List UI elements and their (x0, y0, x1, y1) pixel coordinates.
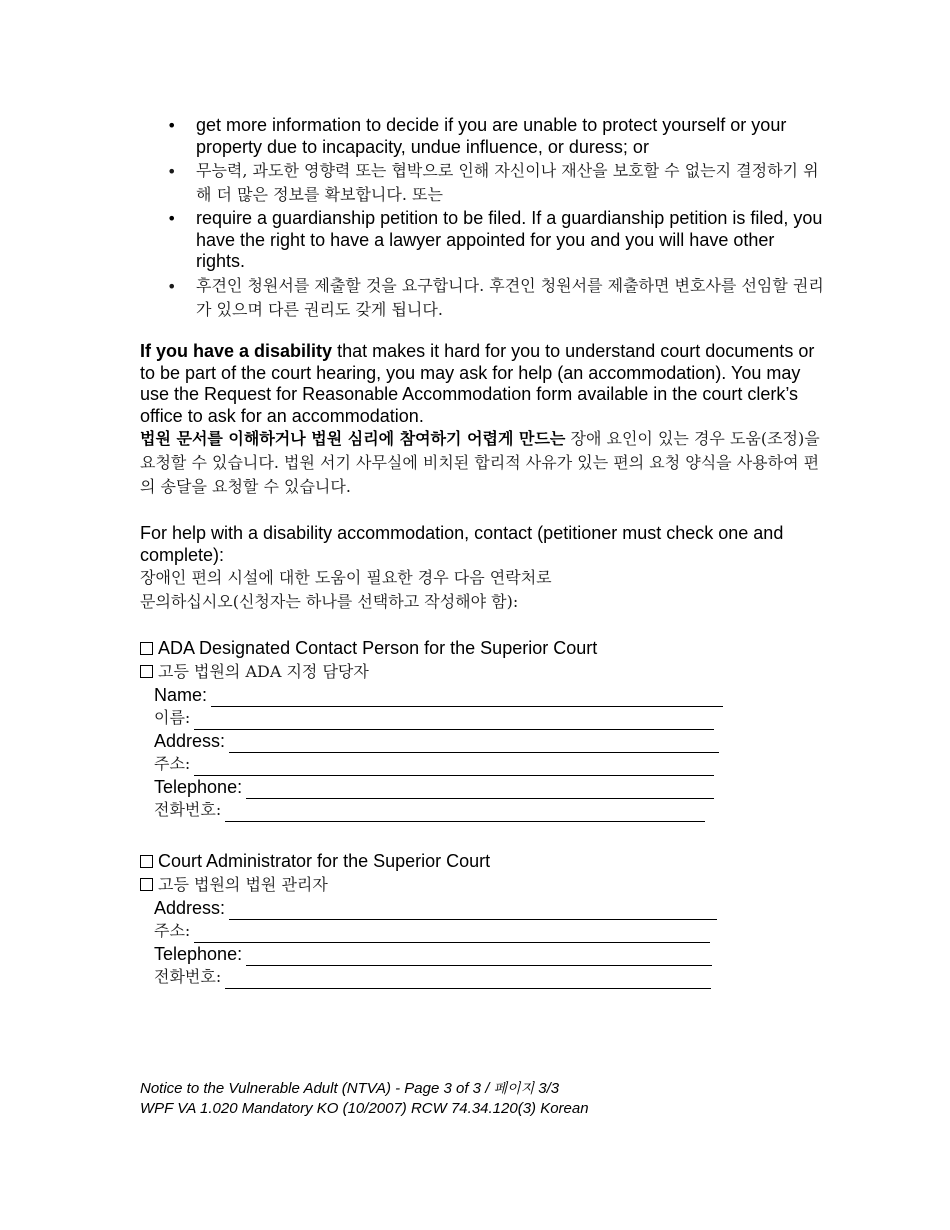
bullet-list (167, 115, 827, 323)
footer-page-ko: 페이지 (493, 1081, 535, 1097)
ada-checkbox-ko[interactable] (140, 665, 153, 678)
help-text-ko-line2: 문의하십시오(신청자는 하나를 선택하고 작성해야 함): (140, 592, 519, 611)
disability-text-ko (140, 427, 830, 499)
help-text-en: For help with a disability accommodation, contact (petitioner must check one and complete): (140, 523, 784, 565)
ada-telephone-label: Telephone: (154, 777, 243, 797)
admin-checkbox-row[interactable] (140, 851, 760, 873)
admin-address-label-ko: 주소: (154, 920, 191, 940)
help-paragraph (140, 522, 830, 614)
admin-telephone-label: Telephone: (154, 944, 243, 964)
admin-telephone-line-ko[interactable] (225, 972, 711, 989)
admin-telephone-line[interactable] (246, 949, 712, 966)
bullet-item: • require a guardianship petition to be filed. If a guardianship petition is filed, you have the right to have a lawyer appointed for you and you will have other rights. (167, 208, 827, 273)
admin-address-label: Address: (154, 898, 226, 918)
ada-label-en: ADA Designated Contact Person for the Superior Court (158, 638, 598, 658)
admin-label-ko: 고등 법원의 법원 관리자 (158, 874, 328, 894)
ada-label-ko: 고등 법원의 ADA 지정 담당자 (158, 661, 369, 681)
admin-checkbox-ko[interactable] (140, 878, 153, 891)
disability-rest-ko: 장애 요인이 있는 경우 도움(조정)을 요청할 수 있습니다. 법원 서기 사무실에 비치된 합리적 사유가 있는 편의 요청 양식을 사용하여 편의 송달을 요청할 수 있습니다. (140, 429, 820, 496)
ada-checkbox-row-ko[interactable] (140, 660, 760, 684)
bullet-item: • get more information to decide if you are unable to protect yourself or your property due to incapacity, undue influence, or duress; or (167, 115, 827, 158)
page-footer (140, 1079, 589, 1119)
ada-name-field-ko[interactable] (154, 707, 760, 730)
court-admin-section (140, 851, 760, 989)
ada-address-label: Address: (154, 731, 226, 751)
footer-line2: WPF VA 1.020 Mandatory KO (10/2007) RCW 74.34.120(3) Korean (140, 1100, 589, 1117)
disability-paragraph (140, 341, 830, 499)
ada-telephone-field-ko[interactable] (154, 799, 760, 822)
ada-telephone-line[interactable] (246, 782, 714, 799)
footer-page-number: 3/3 (534, 1080, 560, 1097)
admin-address-line-ko[interactable] (194, 926, 710, 943)
admin-address-field[interactable] (154, 897, 760, 920)
ada-name-label: Name: (154, 685, 208, 705)
admin-telephone-field-ko[interactable] (154, 966, 760, 989)
disability-rest-en: that makes it hard for you to understand court documents or to be part of the court hearing, you may ask for help (an accommodation). You may use the Request for Reasonable Accommodation form available in the court clerk’s office to ask for an accommodation. (140, 341, 815, 426)
ada-checkbox[interactable] (140, 642, 153, 655)
disability-bold-en: If you have a disability (140, 341, 333, 361)
ada-telephone-label-ko: 전화번호: (154, 799, 222, 819)
admin-checkbox[interactable] (140, 855, 153, 868)
admin-label-en: Court Administrator for the Superior Court (158, 851, 491, 871)
bullet-item: • 무능력, 과도한 영향력 또는 협박으로 인해 자신이나 재산을 보호할 수 없는지 결정하기 위해 더 많은 정보를 확보합니다. 또는 (167, 159, 827, 207)
disability-bold-ko: 법원 문서를 이해하거나 법원 심리에 참여하기 어렵게 만드는 (140, 429, 566, 448)
footer-title: Notice to the Vulnerable Adult (NTVA) - Page 3 of 3 / (140, 1080, 494, 1097)
disability-text-en (140, 341, 830, 427)
ada-telephone-line-ko[interactable] (225, 805, 705, 822)
ada-address-field[interactable] (154, 730, 760, 753)
bullet-item: • 후견인 청원서를 제출할 것을 요구합니다. 후견인 청원서를 제출하면 변호사를 선임할 권리가 있으며 다른 권리도 갖게 됩니다. (167, 274, 827, 322)
admin-address-line[interactable] (229, 903, 717, 920)
admin-address-field-ko[interactable] (154, 920, 760, 943)
ada-address-line[interactable] (229, 736, 719, 753)
footer-line1 (140, 1079, 589, 1099)
ada-address-field-ko[interactable] (154, 753, 760, 776)
ada-contact-section (140, 638, 760, 822)
ada-address-label-ko: 주소: (154, 753, 191, 773)
ada-name-label-ko: 이름: (154, 707, 191, 727)
ada-telephone-field[interactable] (154, 776, 760, 799)
ada-checkbox-row[interactable] (140, 638, 760, 660)
ada-name-line-ko[interactable] (194, 713, 714, 730)
ada-name-field[interactable] (154, 684, 760, 707)
admin-telephone-field[interactable] (154, 943, 760, 966)
help-text-ko-line1: 장애인 편의 시설에 대한 도움이 필요한 경우 다음 연락처로 (140, 568, 552, 587)
admin-checkbox-row-ko[interactable] (140, 873, 760, 897)
admin-telephone-label-ko: 전화번호: (154, 966, 222, 986)
ada-address-line-ko[interactable] (194, 759, 714, 776)
ada-name-line[interactable] (211, 690, 723, 707)
